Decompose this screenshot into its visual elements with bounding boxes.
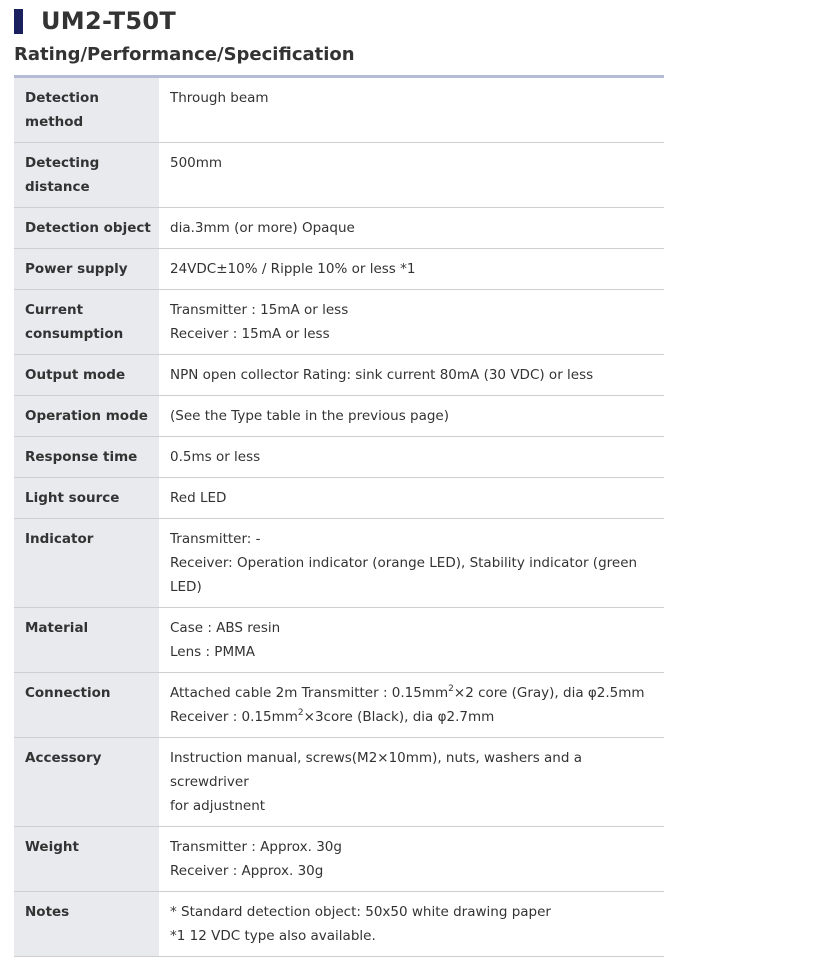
value-line: dia.3mm (or more) Opaque xyxy=(170,220,355,236)
row-label: Light source xyxy=(14,478,159,519)
value-line: Lens : PMMA xyxy=(170,644,255,660)
value-line: NPN open collector Rating: sink current 80mA (30 VDC) or less xyxy=(170,367,594,383)
row-value xyxy=(159,396,664,437)
row-label: Output mode xyxy=(14,355,159,396)
value-line: Transmitter : Approx. 30g xyxy=(170,839,342,855)
row-label: Power supply xyxy=(14,249,159,290)
row-label: Weight xyxy=(14,827,159,892)
spec-row-weight xyxy=(14,827,664,892)
value-text: ×3core (Black), dia φ2.7mm xyxy=(303,709,495,725)
row-label: Current consumption xyxy=(14,290,159,355)
row-label: Operation mode xyxy=(14,396,159,437)
spec-row-detection-method xyxy=(14,77,664,143)
value-line: Receiver : Approx. 30g xyxy=(170,863,324,879)
row-label: Detection object xyxy=(14,208,159,249)
row-value xyxy=(159,437,664,478)
value-line: Transmitter: - xyxy=(170,531,261,547)
row-label: Response time xyxy=(14,437,159,478)
row-label: Material xyxy=(14,608,159,673)
spec-row-notes xyxy=(14,892,664,957)
row-value xyxy=(159,673,664,738)
spec-row-accessory xyxy=(14,738,664,827)
value-line: for adjustnent xyxy=(170,798,266,814)
row-label: Notes xyxy=(14,892,159,957)
row-value xyxy=(159,143,664,208)
row-value xyxy=(159,608,664,673)
value-line: Through beam xyxy=(170,90,269,106)
value-line: 0.5ms or less xyxy=(170,449,261,465)
row-value xyxy=(159,77,664,143)
row-value xyxy=(159,208,664,249)
row-label: Detection method xyxy=(14,77,159,143)
spec-row-detecting-distance xyxy=(14,143,664,208)
row-label: Detecting distance xyxy=(14,143,159,208)
value-text: Attached cable 2m Transmitter : 0.15mm xyxy=(170,685,449,701)
value-line: Receiver : 15mA or less xyxy=(170,326,330,342)
row-value xyxy=(159,738,664,827)
spec-row-power-supply xyxy=(14,249,664,290)
value-line: Transmitter : 15mA or less xyxy=(170,302,349,318)
value-line: *1 12 VDC type also available. xyxy=(170,928,376,944)
section-heading: Rating/Performance/Specification xyxy=(14,44,355,65)
row-value xyxy=(159,519,664,608)
superscript: 2 xyxy=(297,708,304,718)
row-label: Connection xyxy=(14,673,159,738)
row-label: Accessory xyxy=(14,738,159,827)
value-line: 500mm xyxy=(170,155,223,171)
spec-row-connection xyxy=(14,673,664,738)
row-value xyxy=(159,355,664,396)
spec-row-output-mode xyxy=(14,355,664,396)
value-line: 24VDC±10% / Ripple 10% or less *1 xyxy=(170,261,416,277)
row-value xyxy=(159,892,664,957)
row-value xyxy=(159,290,664,355)
value-line: Case : ABS resin xyxy=(170,620,281,636)
spec-row-light-source xyxy=(14,478,664,519)
value-line xyxy=(170,705,654,729)
spec-row-material xyxy=(14,608,664,673)
value-line: Receiver: Operation indicator (orange LED), Stability indicator (green LED) xyxy=(170,555,638,595)
spec-row-current-consumption xyxy=(14,290,664,355)
spec-row-response-time xyxy=(14,437,664,478)
spec-row-operation-mode xyxy=(14,396,664,437)
page-title: UM2-T50T xyxy=(41,7,177,35)
spec-table xyxy=(14,75,664,957)
value-text: ×2 core (Gray), dia φ2.5mm xyxy=(453,685,645,701)
value-line: Red LED xyxy=(170,490,227,506)
value-line: (See the Type table in the previous page) xyxy=(170,408,450,424)
row-value xyxy=(159,249,664,290)
spec-row-detection-object xyxy=(14,208,664,249)
value-line: Instruction manual, screws(M2×10mm), nuts, washers and a screwdriver xyxy=(170,750,582,790)
row-value xyxy=(159,478,664,519)
value-line xyxy=(170,681,654,705)
value-text: Receiver : 0.15mm xyxy=(170,709,298,725)
spec-row-indicator xyxy=(14,519,664,608)
page-title-row xyxy=(14,6,176,36)
row-label: Indicator xyxy=(14,519,159,608)
value-line: * Standard detection object: 50x50 white drawing paper xyxy=(170,904,551,920)
title-accent-bar xyxy=(14,9,23,34)
row-value xyxy=(159,827,664,892)
superscript: 2 xyxy=(448,684,454,694)
